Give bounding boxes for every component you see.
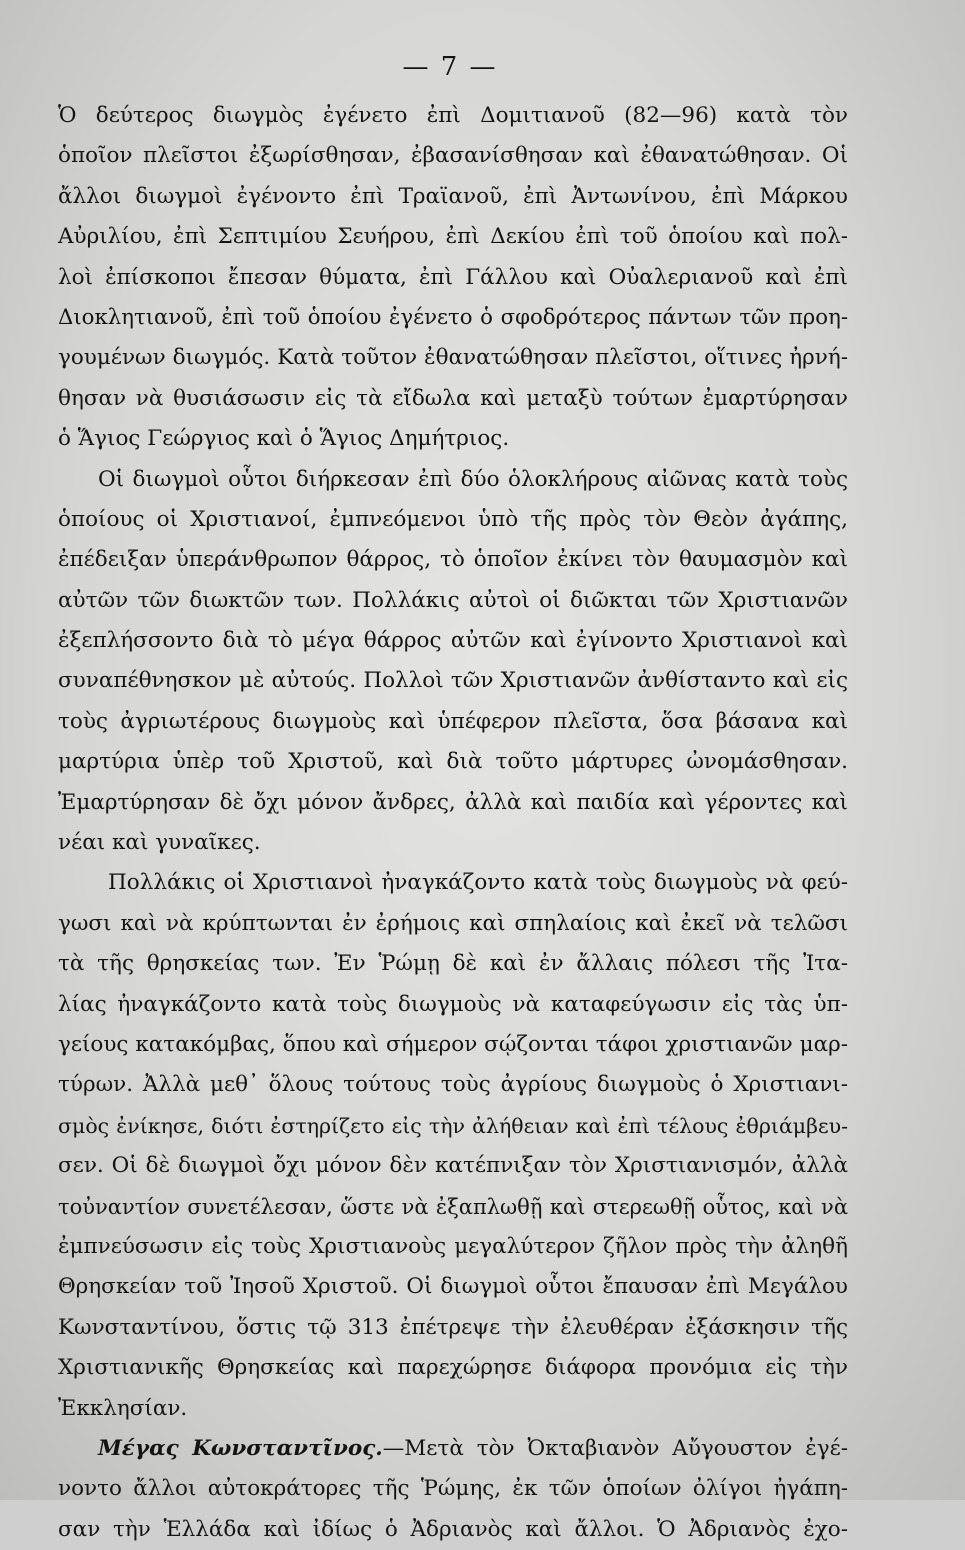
text-line: τὰ τῆς θρησκείας των. Ἐν Ῥώμῃ δὲ καὶ ἐν ἄλλαις πόλεσι τῆς Ἰτα- [58, 951, 848, 977]
text-line: λίας ἠναγκάζοντο κατὰ τοὺς διωγμοὺς νὰ καταφεύγωσιν εἰς τὰς ὑπ- [58, 991, 848, 1017]
text-line [58, 1429, 848, 1469]
text-line: μαρτύρια ὑπὲρ τοῦ Χριστοῦ, καὶ διὰ τοῦτο μάρτυρες ὠνομάσθησαν. [58, 749, 848, 775]
section-heading: Μέγας Κωνσταντῖνος. [98, 1435, 383, 1461]
text-fragment: —Μετὰ τὸν Ὀκταβιανὸν Αὔγουστον ἐγέ- [382, 1435, 848, 1461]
text-line: γωσι καὶ νὰ κρύπτωνται ἐν ἐρήμοις καὶ σπηλαίοις καὶ ἐκεῖ νὰ τελῶσι [58, 910, 848, 936]
text-line: λοὶ ἐπίσκοποι ἔπεσαν θύματα, ἐπὶ Γάλλου καὶ Οὐαλεριανοῦ καὶ ἐπὶ [58, 264, 848, 290]
text-line: γείους κατακόμβας, ὅπου καὶ σήμερον σῴζονται τάφοι χριστιανῶν μαρ- [58, 1031, 848, 1057]
text-line: ἐξεπλήσσοντο διὰ τὸ μέγα θάρρος αὐτῶν καὶ ἐγίνοντο Χριστιανοὶ καὶ [58, 628, 848, 654]
text-line: αὐτῶν τῶν διωκτῶν των. Πολλάκις αὐτοὶ οἱ διῶκται τῶν Χριστιανῶν [58, 587, 848, 613]
text-line: νέαι καὶ γυναῖκες. [58, 830, 261, 856]
text-line: σμὸς ἐνίκησε, διότι ἐστηρίζετο εἰς τὴν ἀλήθειαν καὶ ἐπὶ τέλους ἐθριάμβευ- [58, 1113, 848, 1138]
text-line: γουμένων διωγμός. Κατὰ τοῦτον ἐθανατώθησαν πλεῖστοι, οἵτινες ἠρνή- [58, 345, 848, 371]
text-line: σεν. Οἱ δὲ διωγμοὶ ὄχι μόνον δὲν κατέπνιξαν τὸν Χριστιανισμόν, ἀλλὰ [58, 1153, 848, 1179]
text-line: Θρησκείαν τοῦ Ἰησοῦ Χριστοῦ. Οἱ διωγμοὶ οὗτοι ἔπαυσαν ἐπὶ Μεγάλου [58, 1274, 848, 1300]
text-line: Κωνσταντίνου, ὅστις τῷ 313 ἐπέτρεψε τὴν ἐλευθέραν ἐξάσκησιν τῆς [58, 1314, 848, 1340]
text-line: Διοκλητιανοῦ, ἐπὶ τοῦ ὁποίου ἐγένετο ὁ σφοδρότερος πάντων τῶν προη- [58, 304, 848, 330]
text-line: νοντο ἄλλοι αὐτοκράτορες τῆς Ῥώμης, ἐκ τῶν ὁποίων ὀλίγοι ἠγάπη- [58, 1476, 848, 1502]
text-line: Ὁ δεύτερος διωγμὸς ἐγένετο ἐπὶ Δομιτιανοῦ (82—96) κατὰ τὸν [58, 103, 848, 128]
text-line: τοὺς ἀγριωτέρους διωγμοὺς καὶ ὑπέφερον πλεῖστα, ὅσα βάσανα καὶ [58, 708, 848, 734]
text-line: Ἐμαρτύρησαν δὲ ὄχι μόνον ἄνδρες, ἀλλὰ καὶ παιδία καὶ γέροντες καὶ [58, 789, 848, 815]
text-line: τύρων. Ἀλλὰ μεθ᾽ ὅλους τούτους τοὺς ἀγρίους διωγμοὺς ὁ Χριστιανι- [58, 1072, 848, 1098]
text-line: ὁ Ἅγιος Γεώργιος καὶ ὁ Ἅγιος Δημήτριος. [58, 426, 510, 452]
text-line: Πολλάκις οἱ Χριστιανοὶ ἠναγκάζοντο κατὰ τοὺς διωγμοὺς νὰ φεύ- [108, 870, 848, 896]
text-line: τοὐναντίον συνετέλεσαν, ὥστε νὰ ἐξαπλωθῇ καὶ στερεωθῇ οὗτος, καὶ νὰ [58, 1194, 848, 1219]
body-text [58, 96, 848, 1550]
text-line: ὁποίους οἱ Χριστιανοί, ἐμπνεόμενοι ὑπὸ τῆς πρὸς τὸν Θεὸν ἀγάπης, [58, 506, 848, 532]
text-line: Αὐριλίου, ἐπὶ Σεπτιμίου Σευήρου, ἐπὶ Δεκίου ἐπὶ τοῦ ὁποίου καὶ πολ- [58, 224, 848, 250]
text-line: θησαν νὰ θυσιάσωσιν εἰς τὰ εἴδωλα καὶ μεταξὺ τούτων ἐμαρτύρησαν [58, 385, 848, 411]
text-line: Χριστιανικῆς Θρησκείας καὶ παρεχώρησε διάφορα προνόμια εἰς τὴν [58, 1355, 848, 1381]
text-line: συναπέθνησκον μὲ αὐτούς. Πολλοὶ τῶν Χριστιανῶν ἀνθίσταντο καὶ εἰς [58, 668, 848, 694]
text-line: Οἱ διωγμοὶ οὗτοι διήρκεσαν ἐπὶ δύο ὁλοκλήρους αἰῶνας κατὰ τοὺς [98, 466, 848, 492]
text-line: Ἐκκλησίαν. [58, 1395, 188, 1421]
page-number: — 7 — [402, 52, 498, 82]
text-line: ἐπέδειξαν ὑπεράνθρωπον θάρρος, τὸ ὁποῖον ἐκίνει τὸν θαυμασμὸν καὶ [58, 547, 848, 573]
text-line: ἄλλοι διωγμοὶ ἐγένοντο ἐπὶ Τραϊανοῦ, ἐπὶ Ἀντωνίνου, ἐπὶ Μάρκου [58, 183, 848, 209]
text-line: ὁποῖον πλεῖστοι ἐξωρίσθησαν, ἐβασανίσθησαν καὶ ἐθανατώθησαν. Οἱ [58, 143, 848, 169]
text-line: σαν τὴν Ἑλλάδα καὶ ἰδίως ὁ Ἀδριανὸς καὶ ἄλλοι. Ὁ Ἀδριανὸς ἐχο- [58, 1516, 848, 1542]
text-line: ἐμπνεύσωσιν εἰς τοὺς Χριστιανοὺς μεγαλύτερον ζῆλον πρὸς τὴν ἀληθῆ [58, 1233, 848, 1259]
